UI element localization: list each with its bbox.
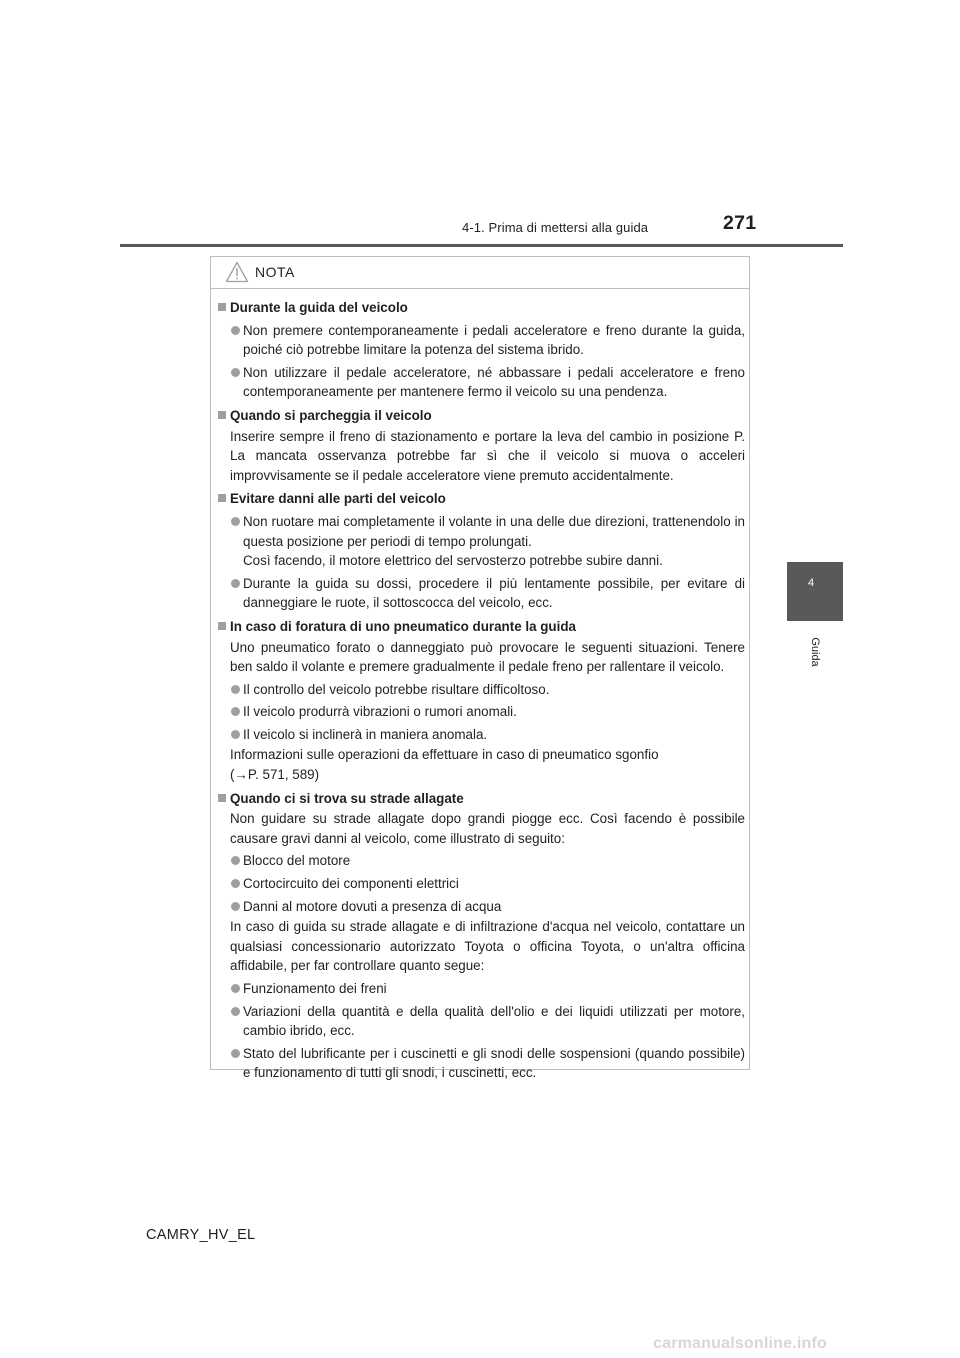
bullet-item [218,1002,745,1041]
item-text: Cortocircuito dei componenti elettrici [243,876,459,892]
bullet-item [218,680,745,700]
bullet-item [218,897,745,917]
paragraph [218,638,745,677]
round-bullet-icon [231,368,240,377]
item-text: Funzionamento dei freni [243,981,387,996]
round-bullet-icon [231,1007,240,1016]
round-bullet-icon [231,902,240,911]
bullet-item [218,725,745,745]
paragraph [218,809,745,848]
item-text: Danni al motore dovuti a presenza di acqua [243,898,502,914]
paragraph [218,917,745,976]
item-text: Variazioni della quantità e della qualità dell'olio e dei liquidi utilizzati per motore, cambio ibrido, ecc. [243,1003,745,1039]
bullet-item [218,574,745,613]
paragraph [218,745,745,784]
section-title [218,617,745,637]
item-text: Uno pneumatico forato o danneggiato può provocare le seguenti situazioni. Tenere ben saldo il volante e premere gradualmente il pedale freno per rallentare il veicolo. [230,639,745,675]
bullet-item [218,321,745,360]
section-title [218,406,745,426]
warning-triangle-icon [225,261,249,283]
round-bullet-icon [231,984,240,993]
item-text: Durante la guida su dossi, procedere il più lentamente possibile, per evitare di danneggiare le ruote, il sottoscocca del veicolo, ecc. [243,575,745,611]
chapter-label: Guida [809,637,821,667]
round-bullet-icon [231,326,240,335]
section-title-text: In caso di foratura di uno pneumatico durante la guida [230,618,576,634]
item-text: Inserire sempre il freno di stazionamento e portare la leva del cambio in posizione P. La mancata osservanza potrebbe far sì che il veicolo si muova o acceleri improvvisamente se il pedale acceleratore viene premuto accidentalmente. [230,428,745,483]
watermark: carmanualsonline.info [653,1335,828,1352]
bullet-item [218,363,745,402]
round-bullet-icon [231,1049,240,1058]
section-title [218,789,745,809]
header-section-title: 4-1. Prima di mettersi alla guida [462,220,649,235]
item-text: Non guidare su strade allagate dopo grandi piogge ecc. Così facendo è possibile causare gravi danni al veicolo, come illustrato di seguito: [230,811,745,846]
round-bullet-icon [231,879,240,888]
section-title-text: Evitare danni alle parti del veicolo [230,491,446,507]
chapter-label-box [787,620,843,684]
bullet-item [218,979,745,999]
round-bullet-icon [231,730,240,739]
square-bullet-icon [218,411,226,419]
section-title-text: Quando si parcheggia il veicolo [230,407,432,423]
notice-box [210,256,750,1081]
round-bullet-icon [231,707,240,716]
item-text: Il veicolo produrrà vibrazioni o rumori anomali. [243,704,517,720]
bullet-item [218,851,745,871]
header-rule [120,244,843,247]
square-bullet-icon [218,303,226,311]
round-bullet-icon [231,517,240,526]
square-bullet-icon [218,794,226,802]
item-text: Blocco del motore [243,853,351,869]
bullet-item [218,512,745,571]
item-text: Il controllo del veicolo potrebbe risultare difficoltoso. [243,681,550,697]
notice-body [218,298,745,1083]
bullet-item [218,874,745,894]
bullet-item [218,702,745,722]
item-text: Il veicolo si inclinerà in maniera anomala. [243,726,488,742]
item-text: Stato del lubrificante per i cuscinetti e gli snodi delle sospensioni (quando possibile) e funzionamento di tutti gli snodi, i cuscinetti, ecc. [243,1045,745,1081]
item-text: In caso di guida su strade allagate e di infiltrazione d'acqua nel veicolo, contattare un qualsiasi concessionario autorizzato Toyota o officina Toyota, o un'altra officina affidabile, per far controllare quanto segue: [230,919,745,974]
page-number: 271 [723,212,757,234]
paragraph [218,427,745,486]
item-text: Non utilizzare il pedale acceleratore, né abbassare i pedali acceleratore e freno contemporaneamente per mantenere fermo il veicolo su una pendenza. [243,364,745,400]
notice-title: NOTA [255,264,295,280]
square-bullet-icon [218,622,226,630]
round-bullet-icon [231,579,240,588]
item-text: Non ruotare mai completamente il volante in una delle due direzioni, trattenendolo in questa posizione per periodi di tempo prolungati. Così facendo, il motore elettrico del servosterzo potrebbe subire danni. [243,513,745,569]
round-bullet-icon [231,856,240,865]
bullet-item [218,1044,745,1083]
section-title-text: Quando ci si trova su strade allagate [230,790,464,806]
section-title [218,298,745,318]
chapter-tab[interactable] [787,562,843,621]
section-title-text: Durante la guida del veicolo [230,300,408,315]
notice-header [211,257,749,289]
document-code: CAMRY_HV_EL [146,1227,256,1243]
section-title [218,489,745,509]
item-text: Non premere contemporaneamente i pedali acceleratore e freno durante la guida, poiché ciò potrebbe limitare la potenza del sistema ibrido. [243,322,745,358]
round-bullet-icon [231,685,240,694]
item-text: Informazioni sulle operazioni da effettuare in caso di pneumatico sgonfio (→P. 571, 589) [230,747,659,783]
chapter-number: 4 [808,577,815,589]
square-bullet-icon [218,494,226,502]
